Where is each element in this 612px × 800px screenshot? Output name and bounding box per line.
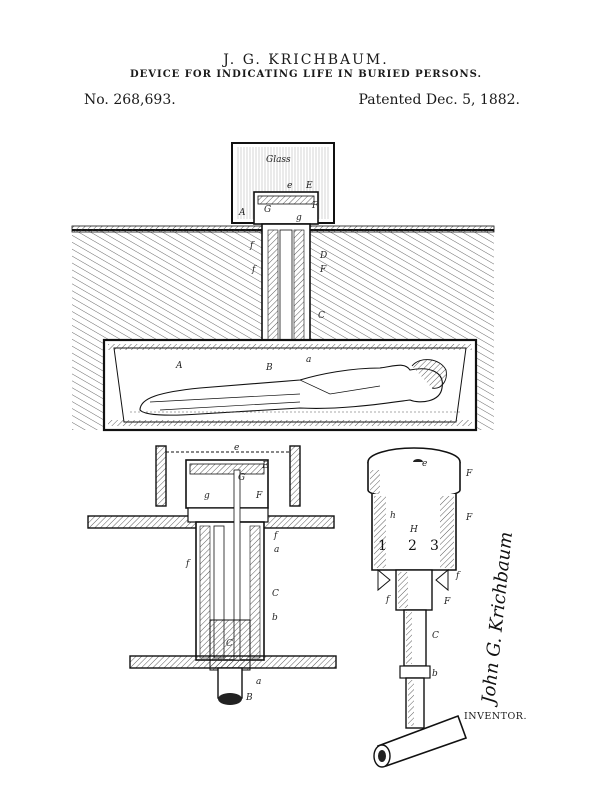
figure-2 [88, 443, 336, 705]
svg-text:a: a [306, 355, 312, 365]
svg-text:F: F [256, 491, 263, 501]
svg-text:1: 1 [378, 538, 387, 554]
svg-text:C: C [318, 311, 325, 321]
svg-text:b: b [432, 669, 438, 679]
signature-text: John G. Krichbaum [478, 530, 518, 705]
svg-text:2: 2 [408, 538, 417, 554]
svg-text:f: f [456, 571, 460, 581]
svg-text:E: E [262, 461, 269, 471]
svg-text:F: F [466, 469, 473, 479]
svg-text:g: g [296, 213, 302, 223]
svg-text:a: a [256, 677, 262, 687]
svg-text:C: C [226, 639, 233, 649]
svg-text:e: e [422, 459, 428, 469]
svg-text:h: h [390, 511, 396, 521]
svg-text:a: a [274, 545, 280, 555]
svg-text:f: f [186, 559, 190, 569]
patent-date: Patented Dec. 5, 1882. [358, 92, 520, 108]
svg-text:3: 3 [430, 538, 439, 554]
patent-title: DEVICE FOR INDICATING LIFE IN BURIED PERSONS. [129, 69, 483, 80]
svg-text:A: A [176, 361, 183, 371]
svg-text:f: f [250, 241, 254, 251]
svg-text:F: F [466, 513, 473, 523]
svg-text:G: G [264, 205, 272, 215]
svg-text:E: E [306, 181, 313, 191]
svg-text:B: B [246, 693, 253, 703]
svg-text:f: f [274, 531, 278, 541]
figure-1 [72, 143, 494, 430]
svg-text:F: F [320, 265, 327, 275]
svg-text:b: b [272, 613, 278, 623]
patent-header-name: J. G. KRICHBAUM. [223, 52, 389, 68]
svg-text:f: f [252, 265, 256, 275]
svg-text:C: C [272, 589, 279, 599]
inventor-label: INVENTOR. [464, 711, 527, 722]
svg-text:g: g [204, 491, 210, 501]
inventor-signature [448, 490, 588, 710]
svg-text:f: f [386, 595, 390, 605]
svg-text:e: e [287, 181, 293, 191]
svg-text:H: H [410, 525, 418, 535]
svg-text:F: F [312, 201, 319, 211]
svg-text:G: G [238, 473, 246, 483]
svg-text:B: B [266, 363, 273, 373]
svg-text:A: A [239, 208, 246, 218]
glass-label: Glass [266, 155, 291, 165]
svg-text:D: D [320, 251, 328, 261]
patent-number: No. 268,693. [84, 92, 176, 108]
svg-text:e: e [234, 443, 240, 453]
svg-text:C: C [432, 631, 439, 641]
svg-text:F: F [444, 597, 451, 607]
